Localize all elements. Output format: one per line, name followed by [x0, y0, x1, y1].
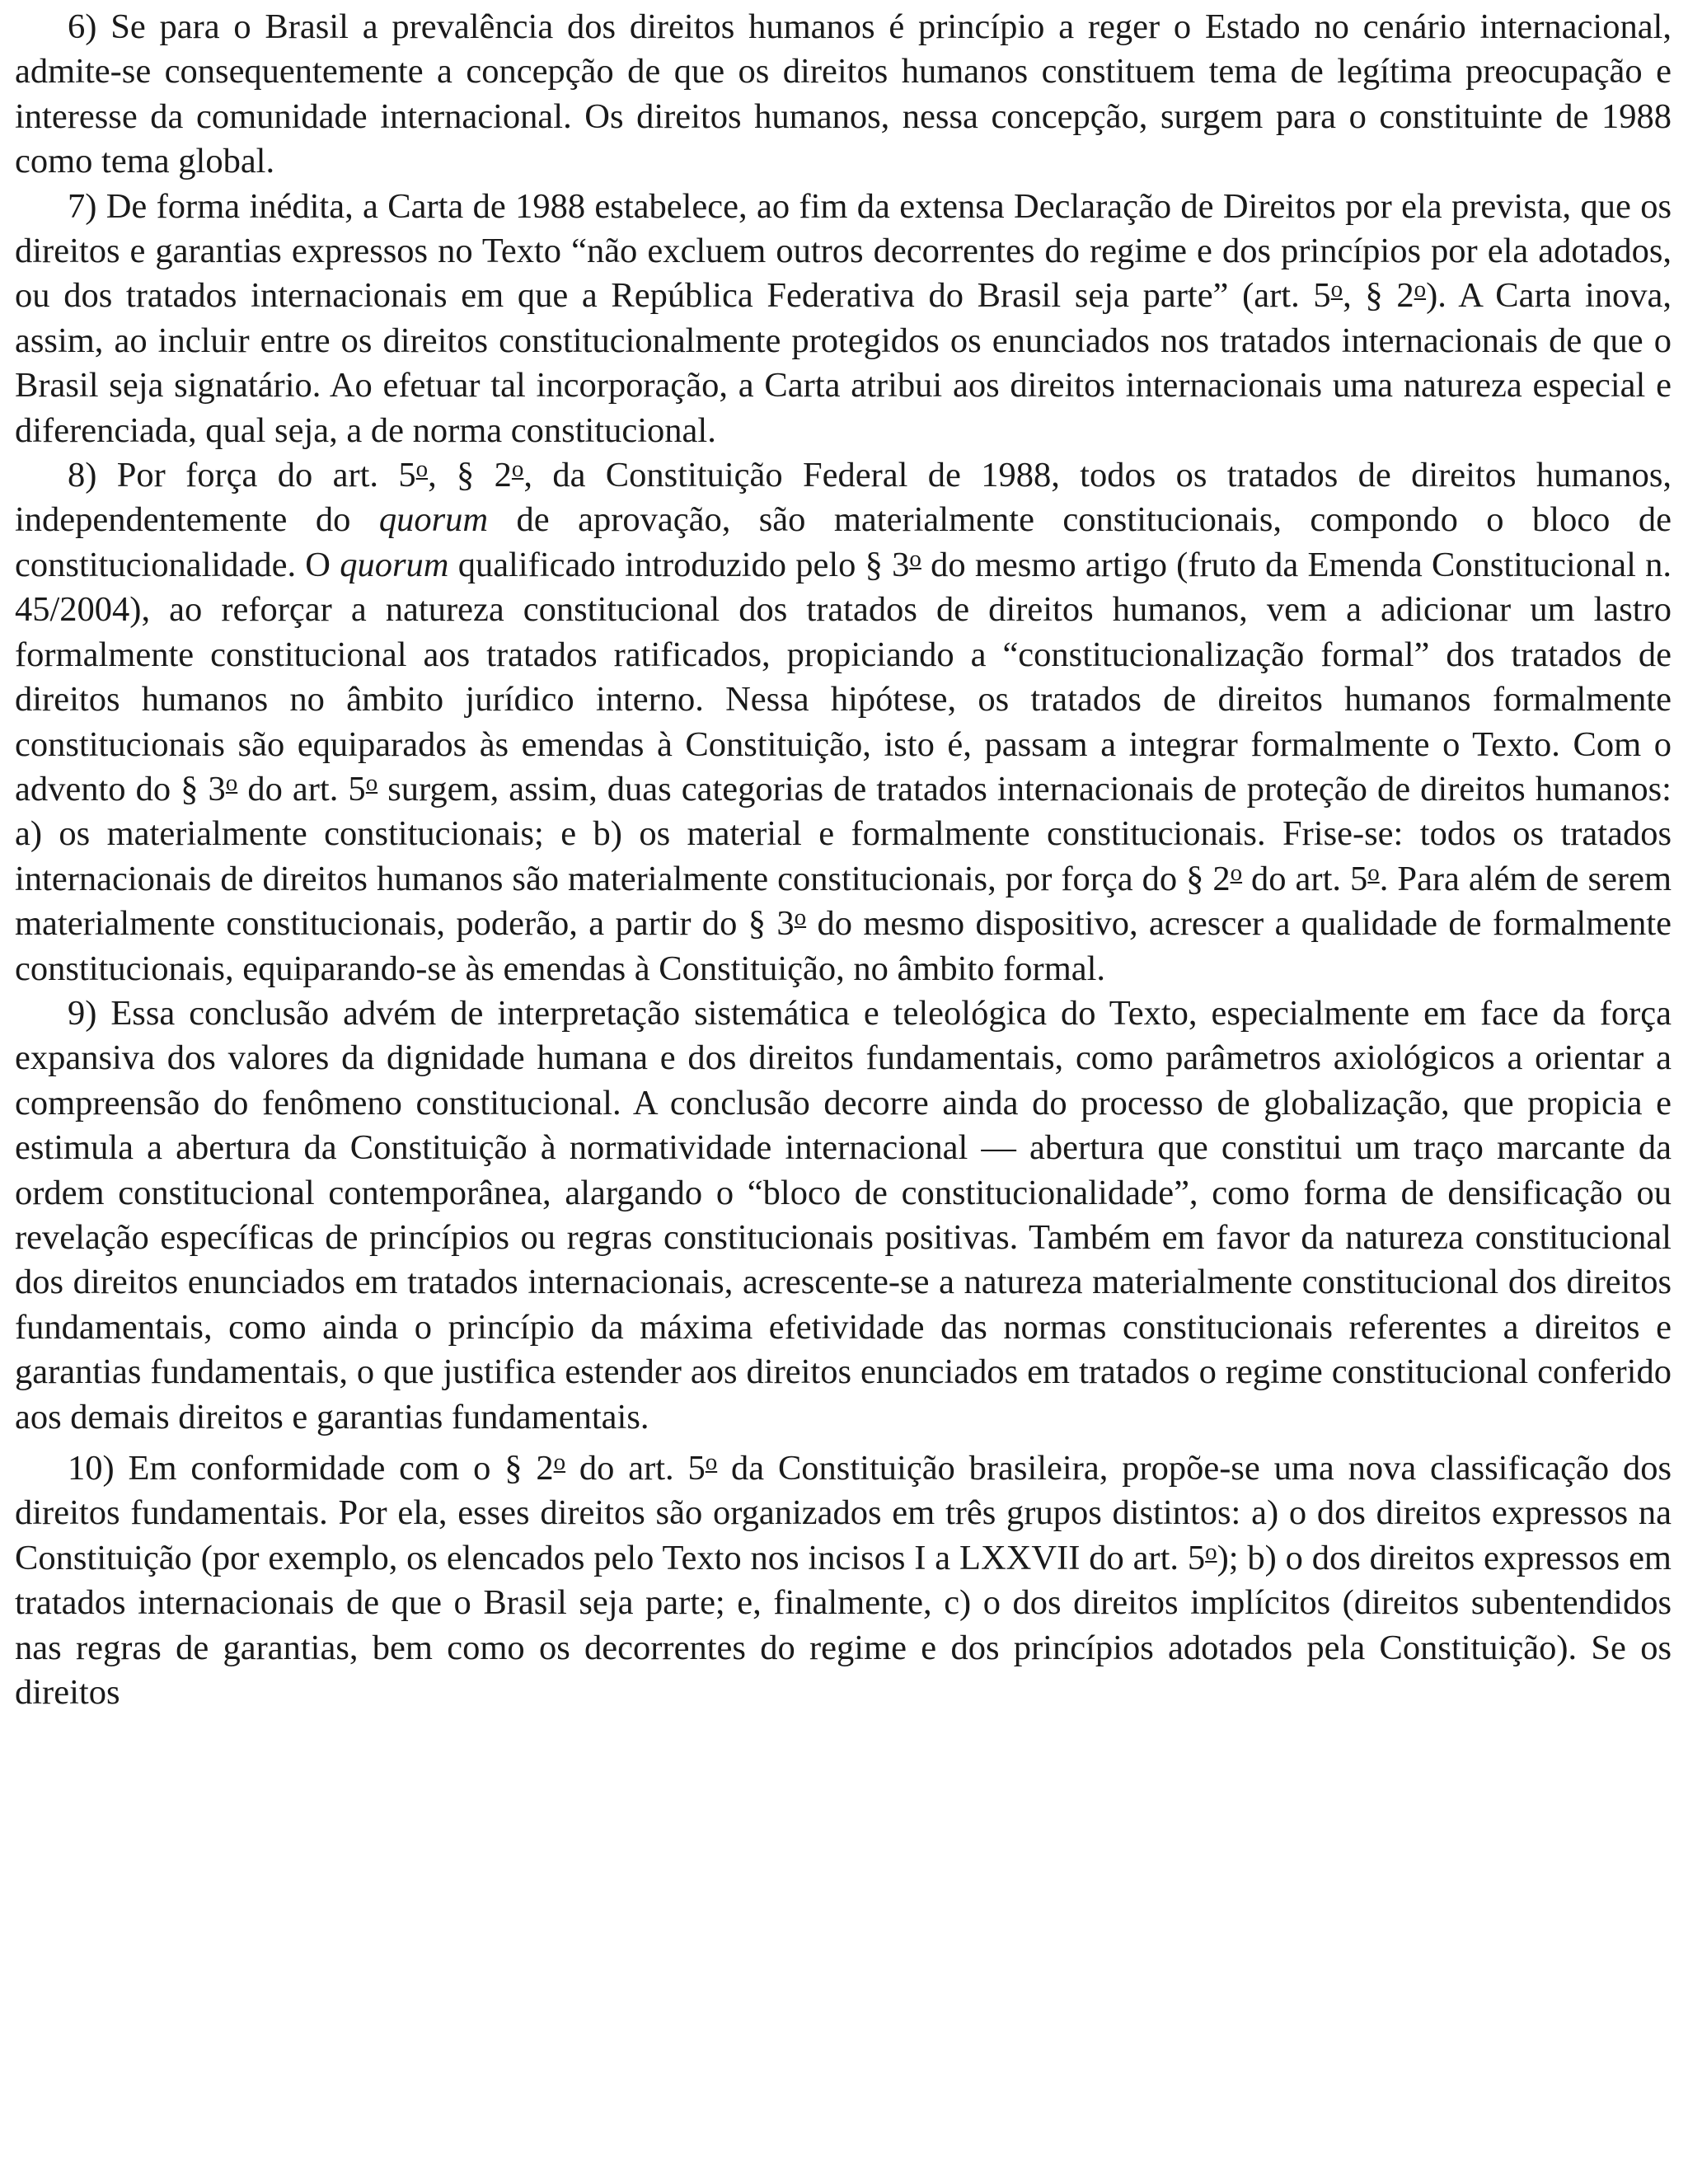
ordinal-indicator: o — [794, 904, 807, 930]
paragraph-text: 7) De forma inédita, a Carta de 1988 estabelece, ao fim da extensa Declaração de Direitos por ela prevista, que os direitos e garantias expressos no Texto “não excluem outros decorrentes do regime e dos princípios por ela adotados, ou dos tratados internacionais em que a República Federativa do Brasil seja parte” (art. 5 — [15, 186, 1672, 316]
ordinal-indicator: o — [1367, 859, 1380, 886]
paragraph-text: de aprovação, são materialmente constitucionais, compondo o bloco de constitucionalidade. O — [15, 500, 1672, 584]
paragraph-text: do mesmo dispositivo, acrescer a qualidade de formalmente constitucionais, equiparando-se às emendas à Constituição, no âmbito formal. — [15, 904, 1672, 988]
paragraph-6 — [15, 5, 1672, 185]
paragraph-7 — [15, 185, 1672, 453]
ordinal-indicator: o — [1414, 276, 1427, 303]
paragraph-text: 6) Se para o Brasil a prevalência dos direitos humanos é princípio a reger o Estado no cenário internacional, admite-se consequentemente a concepção de que os direitos humanos constituem tema de legítima preocupação e interesse da comunidade internacional. Os direitos humanos, nessa concepção, surgem para o constituinte de 1988 como tema global. — [15, 7, 1672, 181]
paragraph-text: 9) Essa conclusão advém de interpretação sistemática e teleológica do Texto, especialmente em face da força expansiva dos valores da dignidade humana e dos direitos fundamentais, como parâmetros axiológicos a orientar a compreensão do fenômeno constitucional. A conclusão decorre ainda do processo de globalização, que propicia e estimula a abertura da Constituição à normatividade internacional — abertura que constitui um traço marcante da ordem constitucional contemporânea, alargando o “bloco de constitucionalidade”, como forma de densificação ou revelação específicas de princípios ou regras constitucionais positivas. Também em favor da natureza constitucional dos direitos enunciados em tratados internacionais, acrescente-se a natureza materialmente constitucional dos direitos fundamentais, como ainda o princípio da máxima efetividade das normas constitucionais referentes a direitos e garantias fundamentais, o que justifica estender aos direitos enunciados em tratados o regime constitucional conferido aos demais direitos e garantias fundamentais. — [15, 993, 1672, 1436]
ordinal-indicator: o — [365, 769, 378, 796]
paragraph-text: , § 2 — [1343, 276, 1414, 316]
paragraph-text: do art. 5 — [237, 769, 366, 808]
ordinal-indicator: o — [225, 769, 238, 796]
paragraph-text: da Constituição brasileira, propõe-se uma nova classificação dos direitos fundamentais. Por ela, esses direitos são organizados em três grupos distintos: a) o dos direitos expressos na Constituição (por exemplo, os elencados pelo Texto nos incisos I a LXXVII do art. 5 — [15, 1449, 1672, 1577]
paragraph-text: qualificado introduzido pelo § 3 — [448, 545, 910, 584]
paragraph-text: , da Constituição Federal de 1988, todos os tratados de direitos humanos, independentemente do — [15, 456, 1672, 540]
ordinal-indicator: o — [705, 1448, 718, 1475]
ordinal-indicator: o — [553, 1448, 566, 1475]
ordinal-indicator: o — [511, 455, 524, 482]
paragraph-9 — [15, 991, 1672, 1440]
italic-term: quorum — [378, 500, 489, 540]
ordinal-indicator: o — [1205, 1538, 1217, 1565]
ordinal-indicator: o — [909, 545, 921, 572]
paragraph-8 — [15, 453, 1672, 991]
italic-term: quorum — [340, 545, 449, 584]
paragraph-text: 10) Em conformidade com o § 2 — [68, 1449, 554, 1488]
paragraph-text: ). A Carta inova, assim, ao incluir entre os direitos constitucionalmente protegidos os enunciados nos tratados internacionais de que o Brasil seja signatário. Ao efetuar tal incorporação, a Carta atribui aos direitos internacionais uma natureza especial e diferenciada, qual seja, a de norma constitucional. — [15, 276, 1672, 450]
paragraph-text: do art. 5 — [1242, 859, 1368, 898]
ordinal-indicator: o — [1230, 859, 1243, 886]
paragraph-text: ); b) o dos direitos expressos em tratados internacionais de que o Brasil seja parte; e, finalmente, c) o dos direitos implícitos (direitos subentendidos nas regras de garantias, bem como os decorrentes do regime e dos princípios adotados pela Constituição). Se os direitos — [15, 1538, 1672, 1713]
paragraph-text: , § 2 — [428, 456, 512, 495]
paragraph-text: surgem, assim, duas categorias de tratados internacionais de proteção de direitos humanos: a) os materialmente constitucionais; e b) os material e formalmente constitucionais. Frise-se: todos os tratados internacionais de direitos humanos são materialmente constitucionais, por força do § 2 — [15, 769, 1672, 898]
ordinal-indicator: o — [415, 455, 429, 482]
paragraph-text: 8) Por força do art. 5 — [68, 456, 416, 495]
document-page — [15, 5, 1672, 1715]
paragraph-text: do mesmo artigo (fruto da Emenda Constitucional n. 45/2004), ao reforçar a natureza constitucional dos tratados de direitos humanos, vem a adicionar um lastro formalmente constitucional aos tratados ratificados, propiciando a “constitucionalização formal” dos tratados de direitos humanos no âmbito jurídico interno. Nessa hipótese, os tratados de direitos humanos formalmente constitucionais são equiparados às emendas à Constituição, isto é, passam a integrar formalmente o Texto. Com o advento do § 3 — [15, 545, 1672, 808]
paragraph-text: do art. 5 — [565, 1449, 706, 1488]
paragraph-10 — [15, 1446, 1672, 1715]
paragraph-text: . Para além de serem materialmente constitucionais, poderão, a partir do § 3 — [15, 859, 1672, 944]
ordinal-indicator: o — [1330, 276, 1343, 303]
